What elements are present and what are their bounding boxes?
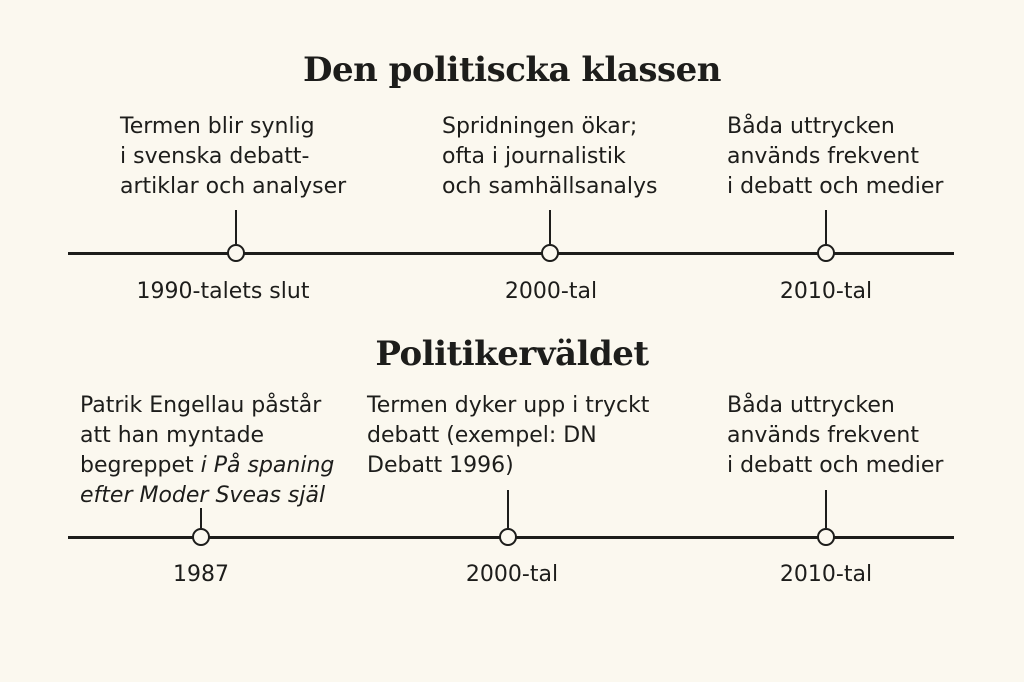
timeline-2-event-1-marker xyxy=(192,528,210,546)
timeline-1-title: Den politiscka klassen xyxy=(303,50,721,90)
timeline-1-event-3-period: 2010-tal xyxy=(779,279,873,304)
timeline-1-event-3-tick xyxy=(825,210,827,244)
timeline-1-event-1-tick xyxy=(235,210,237,244)
timeline-1-event-3-description: Båda uttrycken används frekvent i debatt och medier xyxy=(727,114,944,199)
timeline-2-event-1-tick xyxy=(200,508,202,528)
timeline-1-event-2-marker xyxy=(541,244,559,262)
timeline-2-event-2-description: Termen dyker upp i tryckt debatt (exempel: DN Debatt 1996) xyxy=(367,393,650,478)
timeline-1-event-2-period: 2000-tal xyxy=(504,279,598,304)
timeline-2-event-3-period: 2010-tal xyxy=(779,562,873,587)
timeline-1-event-1-description: Termen blir synlig i svenska debatt- artiklar och analyser xyxy=(120,114,347,199)
timeline-2-event-1-description-text: Patrik Engellau påstår att han myntade begreppet xyxy=(80,393,322,478)
timeline-2-event-2-marker xyxy=(499,528,517,546)
timeline-1-event-2-description: Spridningen ökar; ofta i journalistik och samhällsanalys xyxy=(442,114,658,199)
timeline-2-event-3-description: Båda uttrycken används frekvent i debatt och medier xyxy=(727,393,944,478)
timeline-2-event-2-tick xyxy=(507,490,509,528)
timeline-2-event-3-marker xyxy=(817,528,835,546)
timeline-2-event-1-period: 1987 xyxy=(173,562,229,587)
timeline-1-event-3-marker xyxy=(817,244,835,262)
timeline-2-event-1-description xyxy=(80,391,334,511)
timeline-1-event-1-period: 1990-talets slut xyxy=(136,279,310,304)
timeline-1-event-2-tick xyxy=(549,210,551,244)
timeline-2-event-1-book-title: i På spaning efter Moder Sveas själ xyxy=(80,453,335,508)
timeline-1-event-1-marker xyxy=(227,244,245,262)
timeline-2-event-3-tick xyxy=(825,490,827,528)
timeline-2-title: Politikerväldet xyxy=(375,334,649,374)
timeline-2-event-2-period: 2000-tal xyxy=(465,562,559,587)
